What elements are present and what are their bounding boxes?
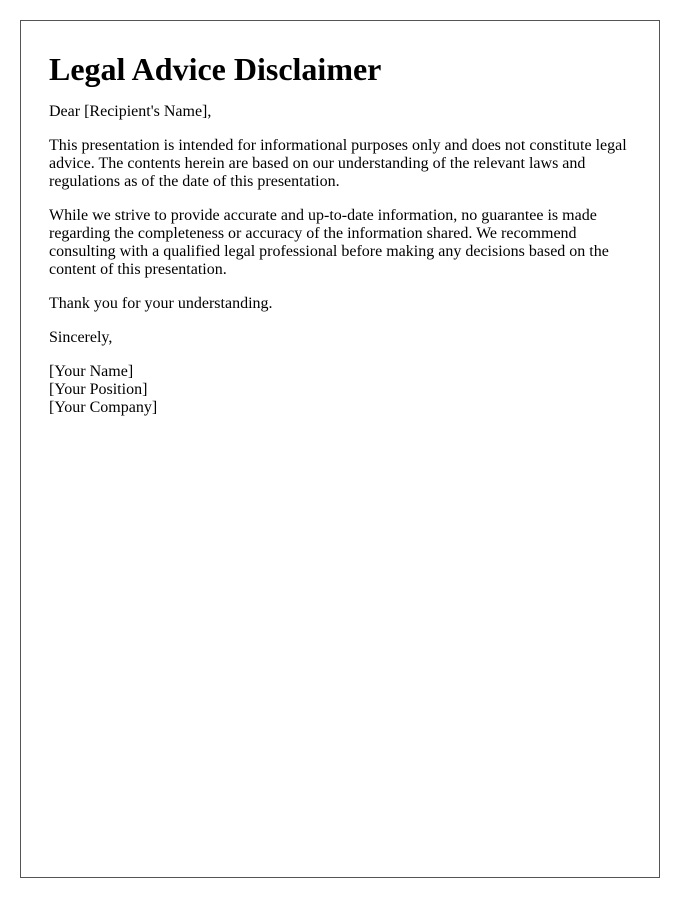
body-paragraph-intended-use: This presentation is intended for informational purposes only and does not constitute legal advice. The contents herein are based on our understanding of the relevant laws and regulations as of the date of this presentation. (49, 137, 627, 190)
closing: Sincerely, (49, 329, 113, 346)
page-title: Legal Advice Disclaimer (49, 51, 382, 87)
signature-company: [Your Company] (49, 399, 158, 416)
signature-name: [Your Name] (49, 363, 134, 380)
letter-page (20, 20, 660, 878)
thanks-line: Thank you for your understanding. (49, 295, 273, 312)
salutation: Dear [Recipient's Name], (49, 103, 212, 120)
signature-block (49, 363, 631, 417)
body-paragraph-no-guarantee: While we strive to provide accurate and up-to-date information, no guarantee is made regarding the completeness or accuracy of the information shared. We recommend consulting with a qualified legal professional before making any decisions based on the content of this presentation. (49, 207, 609, 278)
signature-position: [Your Position] (49, 381, 148, 398)
